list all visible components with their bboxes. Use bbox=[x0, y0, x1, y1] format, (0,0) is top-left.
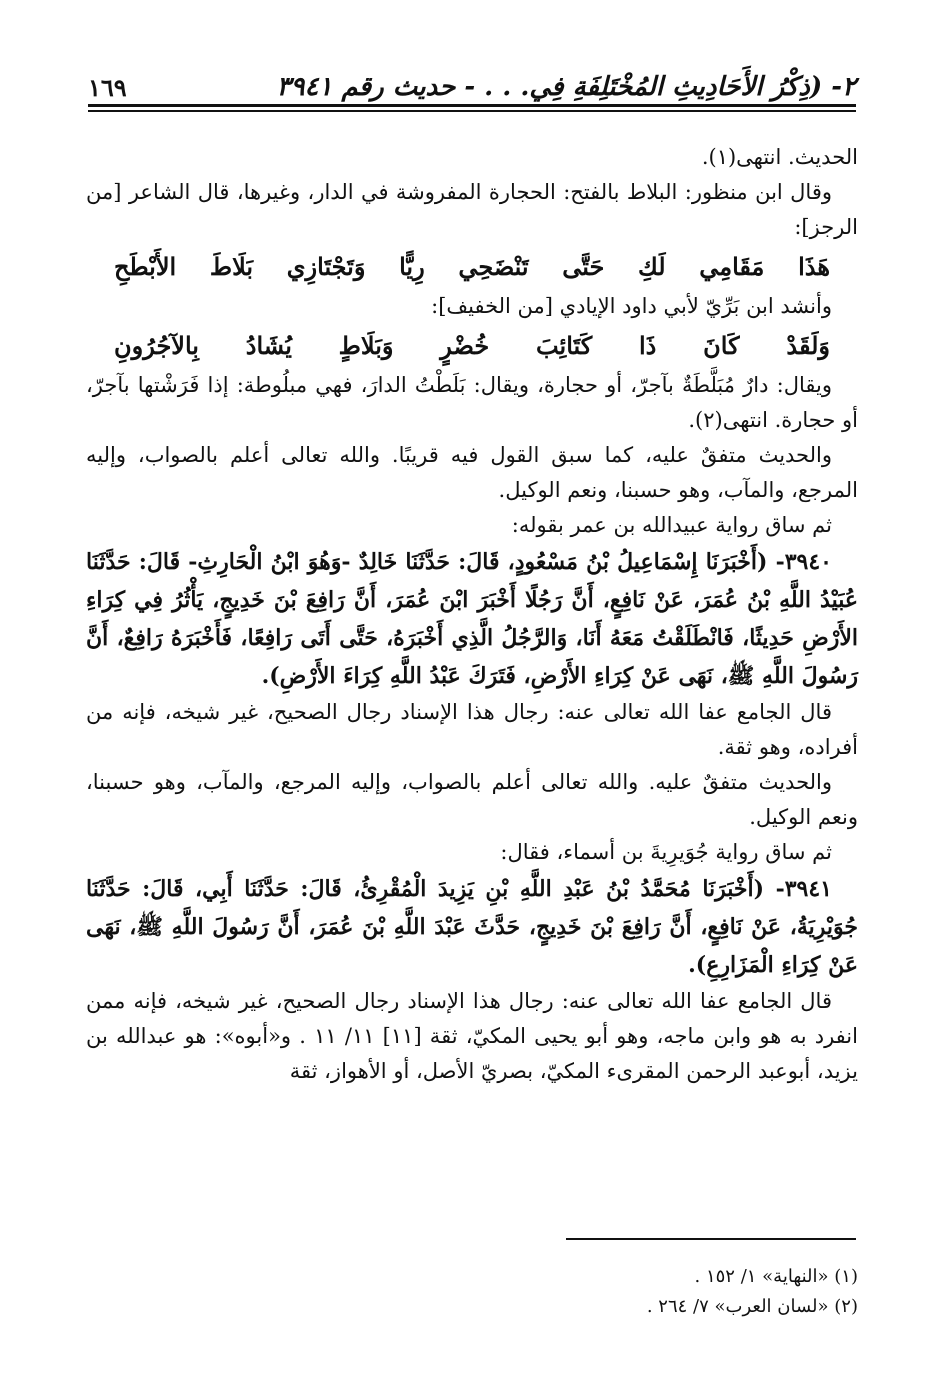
header-rule-top bbox=[88, 104, 856, 107]
paragraph: قال الجامع عفا الله تعالى عنه: رجال هذا الإسناد رجال الصحيح، غير شيخه، فإنه ممن انفرد به هو وابن ماجه، وهو أبو يحيى المكيّ، ثقة [١١] ١١/ ١١ . و«أبوه»: هو عبدالله بن يزيد، أبوعبد الرحمن المقرىء المكيّ، بصريّ الأصل، أو الأهواز، ثقة bbox=[86, 989, 858, 1083]
header-title: ٢- (ذِكْرُ الأَحَادِيثِ المُخْتَلِفَةِ فِي. . . - حديث رقم ٣٩٤١ bbox=[276, 72, 856, 102]
footnote-separator bbox=[566, 1238, 856, 1240]
poetry-verse: وَلَقَدْ كَانَ ذَا كَتَائِبَ خُضْرٍ وَبَلَاطٍ يُشَادُ بِالآجُرُونِ bbox=[114, 331, 830, 360]
paragraph: وأنشد ابن بَرِّيّ لأبي داود الإيادي [من الخفيف]: bbox=[431, 294, 832, 318]
paragraph: الحديث. انتهى(١). bbox=[701, 145, 858, 169]
paragraph: وقال ابن منظور: البلاط بالفتح: الحجارة المفروشة في الدار، وغيرها، قال الشاعر [من الرجز]: bbox=[86, 180, 858, 239]
footnote: (٢) «لسان العرب» ٧/ ٢٦٤ . bbox=[646, 1296, 858, 1317]
body-text bbox=[86, 140, 858, 1089]
page-header bbox=[88, 62, 856, 102]
paragraph: ويقال: دارٌ مُبَلَّطَةٌ بآجرّ، أو حجارة، ويقال: بَلَطْتُ الدارَ، فهي مبلُوطة: إذا فَرَشْتها بآجرّ، أو حجارة. انتهى(٢). bbox=[86, 373, 858, 432]
page-number: ١٦٩ bbox=[88, 73, 127, 102]
paragraph: ثم ساق رواية جُوَيرِيةَ بن أسماء، فقال: bbox=[500, 840, 832, 864]
header-rule-bottom bbox=[88, 110, 856, 112]
footnote: (١) «النهاية» ١/ ١٥٢ . bbox=[694, 1266, 858, 1287]
paragraph: والحديث متفقٌ عليه، كما سبق القول فيه قريبًا. والله تعالى أعلم بالصواب، وإليه المرجع، والمآب، وهو حسبنا، ونعم الوكيل. bbox=[86, 443, 858, 502]
hadith-text: ٣٩٤٠- (أَخْبَرَنَا إِسْمَاعِيلُ بْنُ مَسْعُودٍ، قَالَ: حَدَّثَنَا خَالِدٌ -وَهُوَ ابْنُ الْحَارِثِ- قَالَ: حَدَّثَنَا عُبَيْدُ اللَّهِ بْنُ عُمَرَ، عَنْ نَافِعٍ، أَنَّ رَجُلًا أَخْبَرَ ابْنَ عُمَرَ، أَنَّ رَافِعَ بْنَ خَدِيجٍ، يَأْثُرُ فِي كِرَاءِ الأَرْضِ حَدِيثًا، فَانْطَلَقْتُ مَعَهُ أَنَا، وَالرَّجُلُ الَّذِي أَخْبَرَهُ، حَتَّى أَتَى رَافِعًا، فَأَخْبَرَهُ رَافِعٌ، أَنَّ رَسُولَ اللَّهِ ﷺ، نَهَى عَنْ كِرَاءِ الأَرْضِ، فَتَرَكَ عَبْدُ اللَّهِ كِرَاءَ الأَرْضِ). bbox=[86, 549, 858, 689]
paragraph: والحديث متفقٌ عليه. والله تعالى أعلم بالصواب، وإليه المرجع، والمآب، وهو حسبنا، ونعم الوكيل. bbox=[86, 770, 858, 829]
paragraph: ثم ساق رواية عبيدالله بن عمر بقوله: bbox=[511, 513, 832, 537]
paragraph: قال الجامع عفا الله تعالى عنه: رجال هذا الإسناد رجال الصحيح، غير شيخه، فإنه من أفراده، وهو ثقة. bbox=[86, 700, 858, 759]
poetry-verse: هَذَا مَقَامِي لَكِ حَتَّى تَنْضَحِي رِيًّا وَتَجْتَازِي بَلَاطَ الأَبْطَحِ bbox=[114, 252, 830, 281]
footnotes bbox=[86, 1262, 858, 1322]
hadith-text: ٣٩٤١- (أَخْبَرَنَا مُحَمَّدُ بْنُ عَبْدِ اللَّهِ بْنِ يَزِيدَ الْمُقْرِئُ، قَالَ: حَدَّثَنَا أَبِي، قَالَ: حَدَّثَنَا جُوَيْرِيَةُ، عَنْ نَافِعٍ، أَنَّ رَافِعَ بْنَ خَدِيجٍ، حَدَّثَ عَبْدَ اللَّهِ بْنَ عُمَرَ، أَنَّ رَسُولَ اللَّهِ ﷺ، نَهَى عَنْ كِرَاءِ الْمَزَارِعِ). bbox=[86, 876, 858, 978]
